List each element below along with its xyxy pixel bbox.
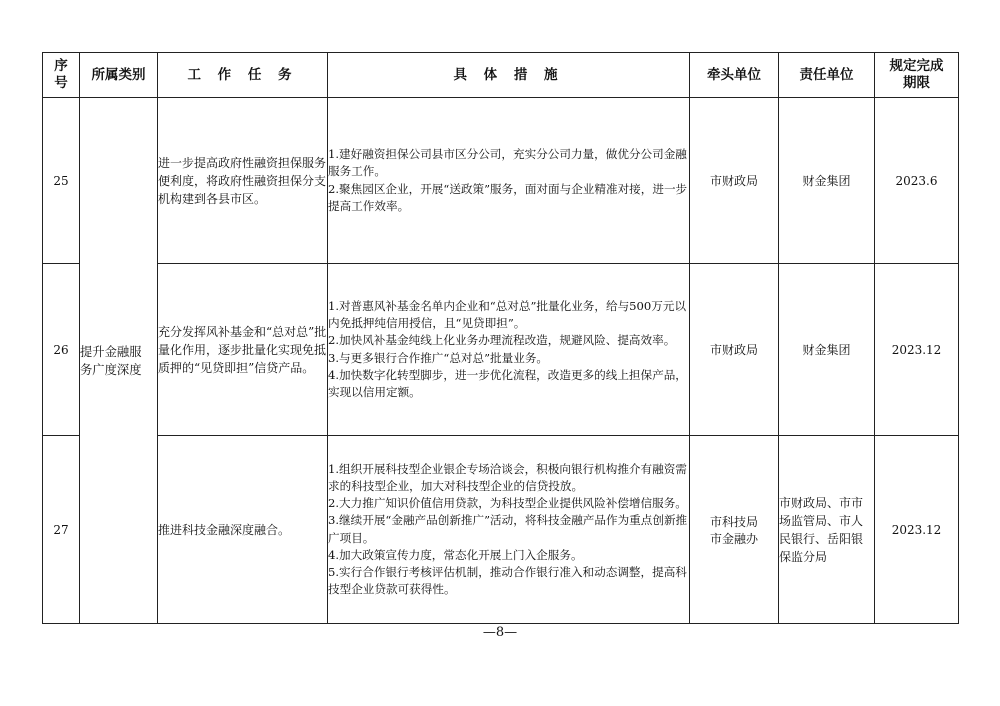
header-measures: 具 体 措 施 [328, 53, 690, 98]
deadline-cell: 2023.6 [875, 98, 959, 264]
measure-item: 3.继续开展“金融产品创新推广”活动，将科技金融产品作为重点创新推广项目。 [328, 513, 688, 545]
table-header-row [43, 53, 959, 98]
header-no-line1: 序 [54, 58, 68, 74]
lead-unit: 市金融办 [709, 531, 758, 546]
lead-unit: 市财政局 [709, 174, 758, 188]
lead-unit-cell [690, 98, 779, 264]
category-line1: 提升金融服 [80, 344, 142, 359]
measure-item: 4.加大政策宣传力度，常态化开展上门入企服务。 [328, 547, 583, 562]
measure-item: 1.组织开展科技型企业银企专场洽谈会，积极向银行机构推介有融资需求的科技型企业，加大对科技型企业的信贷投放。 [328, 461, 687, 493]
measure-item: 2.聚焦园区企业，开展“送政策”服务，面对面与企业精准对接，进一步提高工作效率。 [328, 181, 688, 213]
header-lead-unit: 牵头单位 [690, 53, 779, 98]
table-row [43, 98, 959, 264]
measure-item: 1.建好融资担保公司县市区分公司，充实分公司力量，做优分公司金融服务工作。 [328, 147, 687, 179]
lead-unit-cell [690, 264, 779, 436]
task-cell: 推进科技金融深度融合。 [158, 436, 328, 624]
lead-unit: 市科技局 [709, 514, 758, 529]
measure-item: 3.与更多银行合作推广“总对总”批量业务。 [328, 350, 549, 365]
measure-item: 2.加快风补基金纯线上化业务办理流程改造，规避风险、提高效率。 [328, 333, 676, 348]
lead-unit: 市财政局 [709, 343, 758, 357]
page-number: —8— [482, 625, 518, 640]
measures-cell [328, 264, 690, 436]
table-row [43, 264, 959, 436]
measures-cell [328, 436, 690, 624]
measure-item: 5.实行合作银行考核评估机制，推动合作银行准入和动态调整，提高科技型企业贷款可获得性。 [328, 564, 687, 597]
responsible-unit-cell [779, 436, 875, 624]
measures-cell [328, 98, 690, 264]
row-number: 26 [43, 264, 80, 436]
measure-item: 4.加快数字化转型脚步，进一步优化流程，改造更多的线上担保产品，实现以信用定额。 [328, 367, 687, 399]
row-number: 25 [43, 98, 80, 264]
header-responsible-unit: 责任单位 [779, 53, 875, 98]
measure-item: 1.对普惠风补基金名单内企业和“总对总”批量化业务，给与500万元以内免抵押纯信用授信，且“见贷即担”。 [328, 298, 687, 331]
header-deadline-line1: 规定完成 [889, 58, 944, 74]
responsible-unit-cell [779, 264, 875, 436]
header-no-line2: 号 [54, 75, 68, 91]
header-no [43, 53, 80, 98]
header-task: 工 作 任 务 [158, 53, 328, 98]
responsible-unit-cell [779, 98, 875, 264]
task-cell: 充分发挥风补基金和“总对总”批量化作用，逐步批量化实现免抵质押的“见贷即担”信贷产品。 [158, 264, 328, 436]
measure-item: 2.大力推广知识价值信用贷款，为科技型企业提供风险补偿增信服务。 [328, 496, 687, 511]
header-deadline-line2: 期限 [903, 75, 930, 91]
task-cell: 进一步提高政府性融资担保服务便利度，将政府性融资担保分支机构建到各县市区。 [158, 98, 328, 264]
lead-unit-cell [690, 436, 779, 624]
header-category: 所属类别 [80, 53, 158, 98]
table-row [43, 436, 959, 624]
deadline-cell: 2023.12 [875, 264, 959, 436]
header-deadline [875, 53, 959, 98]
responsible-unit: 财金集团 [802, 343, 851, 357]
deadline-cell: 2023.12 [875, 436, 959, 624]
row-number: 27 [43, 436, 80, 624]
work-task-table [42, 52, 959, 624]
category-cell [80, 98, 158, 624]
category-line2: 务广度深度 [80, 362, 142, 377]
responsible-unit: 市财政局、市市场监管局、市人民银行、岳阳银保监分局 [779, 495, 864, 564]
responsible-unit: 财金集团 [802, 174, 851, 188]
